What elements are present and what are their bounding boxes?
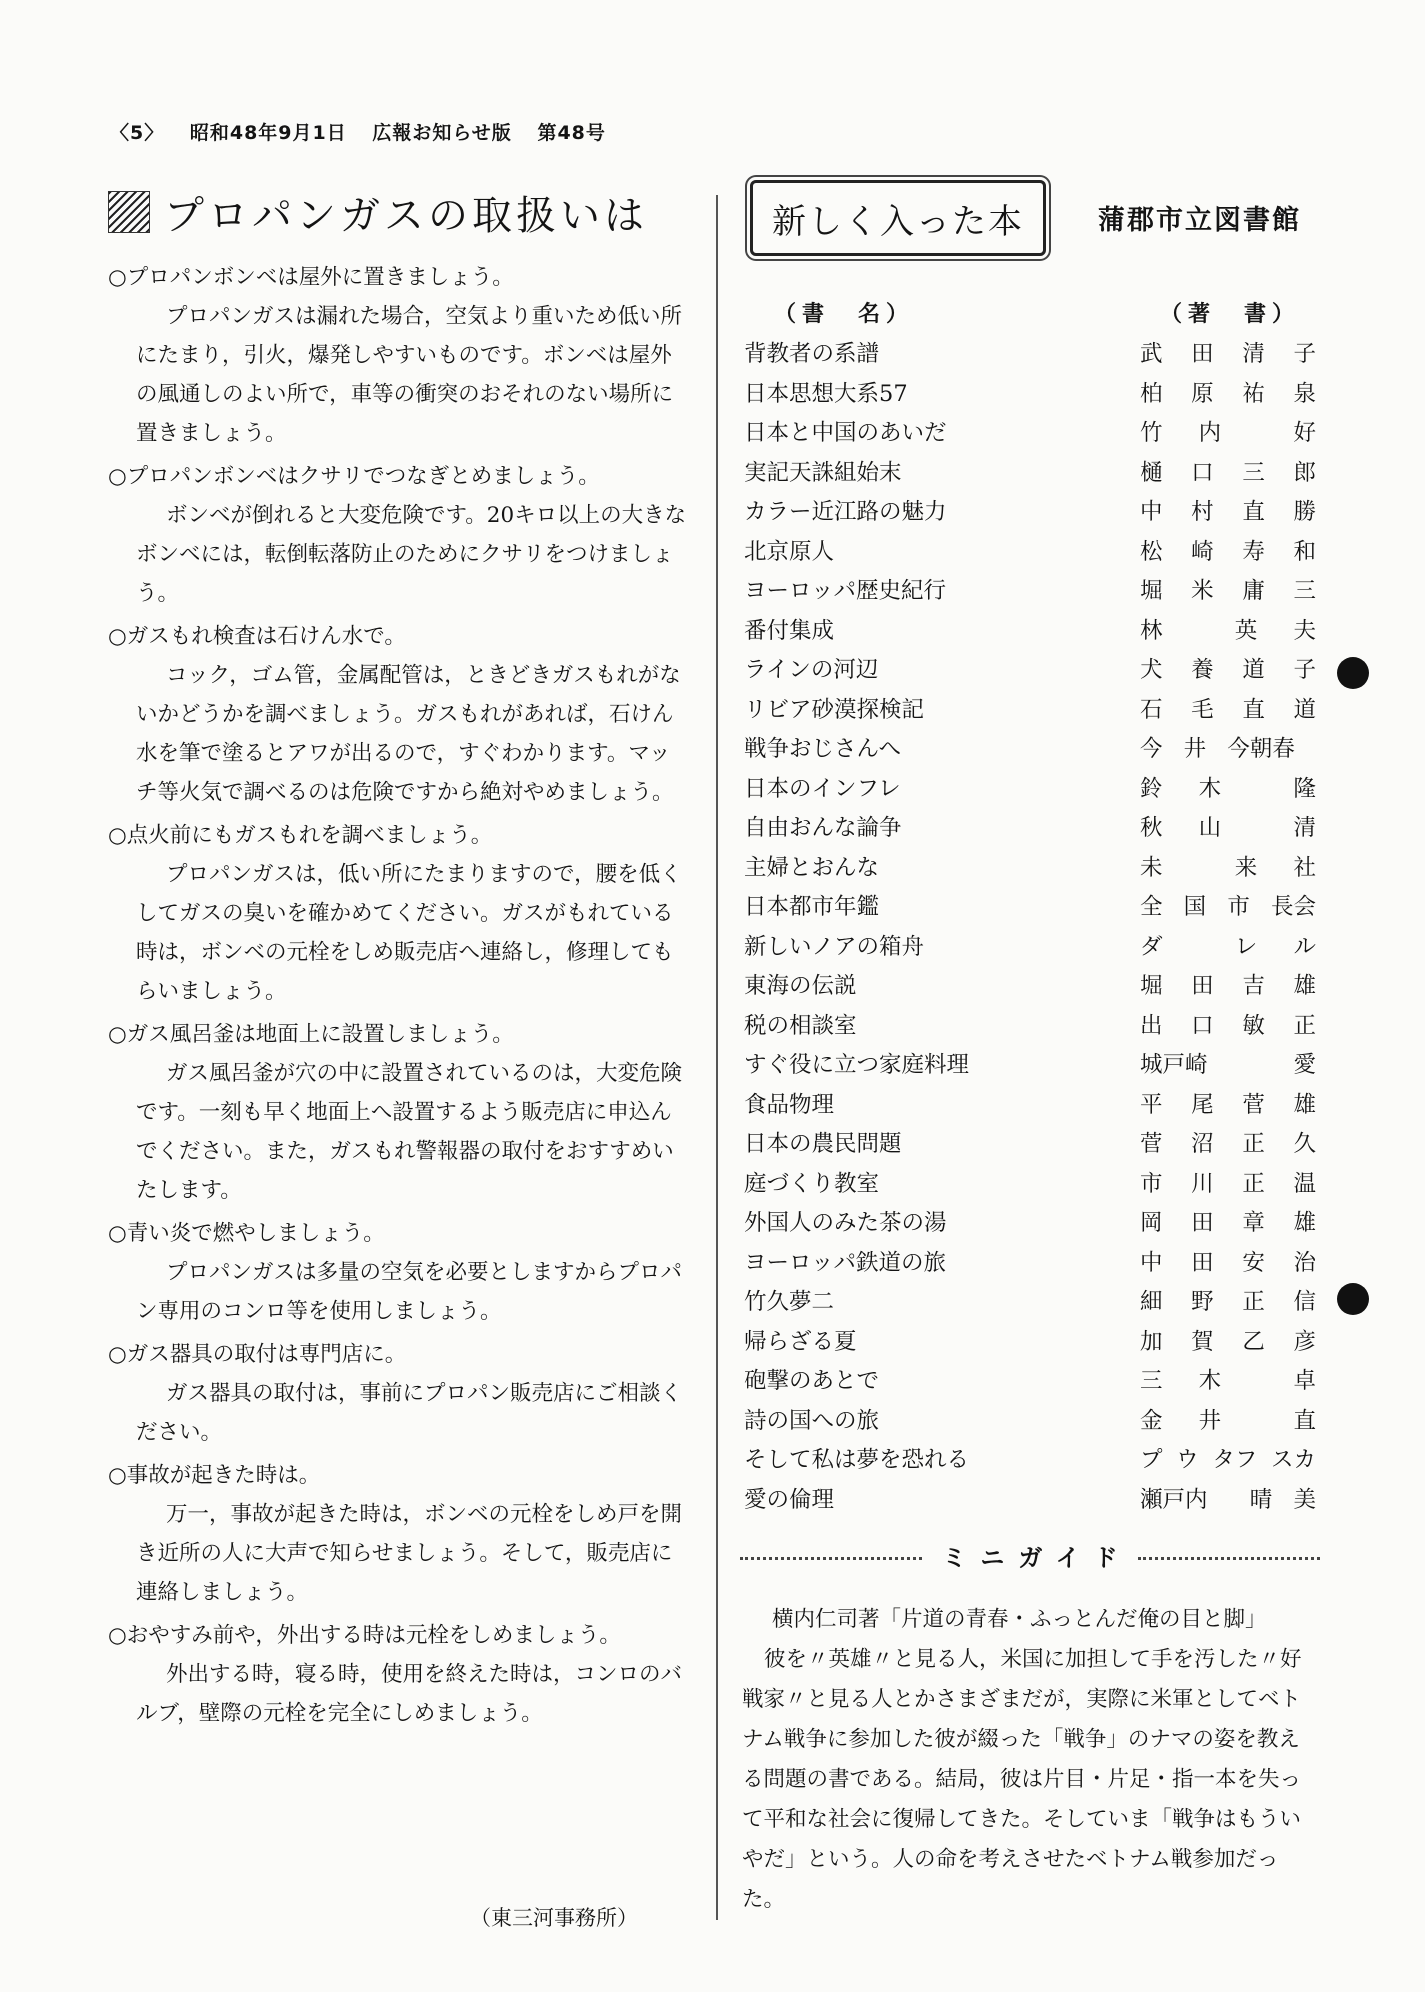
book-title: 砲撃のあとで: [744, 1368, 880, 1394]
author-char: 樋: [1140, 459, 1163, 486]
book-author: [1140, 651, 1316, 691]
author-char: 和: [1293, 538, 1316, 565]
book-title: リビア砂漠探検記: [744, 696, 925, 723]
book-author: [1140, 493, 1316, 533]
author-char: 毛: [1191, 696, 1214, 723]
book-author: [1140, 1204, 1316, 1244]
item-heading: ○プロパンボンベはクサリでつなぎとめましょう。: [108, 464, 600, 489]
item-body: ボンベが倒れると大変危険です。20キロ以上の大きなボンベには，転倒転落防止のためにクサリをつけましょう。: [136, 503, 687, 606]
author-char: スカ: [1270, 1447, 1316, 1473]
item-heading: ○プロパンボンベは屋外に置きましょう。: [108, 265, 514, 290]
author-char: 直: [1242, 696, 1265, 723]
author-char: 市: [1140, 1170, 1163, 1197]
author-char: 愛: [1293, 1052, 1316, 1078]
book-row: [740, 967, 1320, 1007]
author-char: ウ: [1176, 1447, 1199, 1473]
item-body: ガス器具の取付は，事前にプロパン販売店にご相談ください。: [136, 1381, 683, 1445]
book-author: [1140, 1441, 1316, 1481]
book-row: [740, 533, 1320, 573]
author-char: 正: [1242, 1131, 1265, 1157]
author-char: 田: [1191, 341, 1214, 367]
book-title: ラインの河辺: [744, 657, 879, 683]
hatch-mark-icon: [108, 191, 150, 233]
safety-items: [108, 258, 690, 1733]
book-title: 庭づくり教室: [744, 1170, 880, 1197]
author-char: 出: [1140, 1012, 1163, 1039]
book-title: 税の相談室: [744, 1012, 857, 1039]
author-char: 道: [1293, 696, 1316, 723]
book-author: [1140, 1125, 1316, 1165]
item-heading: ○事故が起きた時は。: [108, 1463, 321, 1488]
author-char: 平: [1140, 1091, 1163, 1118]
author-char: 瀬戸内: [1140, 1486, 1208, 1513]
book-title: 戦争おじさんへ: [744, 736, 902, 762]
author-char: 竹: [1140, 420, 1163, 446]
book-row: [740, 1046, 1320, 1086]
author-char: 美: [1293, 1486, 1316, 1513]
book-row: [740, 1362, 1320, 1402]
book-author: [1140, 1086, 1316, 1126]
propane-article: [108, 180, 690, 1737]
book-author: [1140, 1244, 1316, 1284]
author-char: 久: [1293, 1131, 1316, 1157]
author-char: 正: [1242, 1170, 1265, 1197]
author-char: 井: [1183, 736, 1207, 762]
author-char: 村: [1191, 499, 1214, 525]
book-row: [740, 809, 1320, 849]
author-char: プ: [1140, 1447, 1163, 1473]
book-author: [1140, 849, 1316, 889]
book-author: [1140, 1323, 1316, 1363]
book-author: [1140, 1481, 1316, 1521]
author-char: 加: [1140, 1328, 1163, 1355]
book-title: ヨーロッパ鉄道の旅: [744, 1249, 947, 1276]
book-title: 日本のインフレ: [744, 775, 901, 802]
book-title: 自由おんな論争: [744, 815, 902, 841]
book-row: [740, 770, 1320, 810]
book-title: ヨーロッパ歴史紀行: [744, 578, 947, 604]
book-author: [1140, 1165, 1316, 1205]
item-body: 万一，事故が起きた時は，ボンベの元栓をしめ戸を開き近所の人に大声で知らせましょう。そして，販売店に連絡しましょう。: [136, 1502, 683, 1605]
author-char: 英: [1234, 617, 1258, 644]
article-title-row: [108, 180, 690, 244]
book-title: 背教者の系譜: [744, 341, 880, 367]
author-char: 雄: [1293, 973, 1316, 999]
book-row: [740, 849, 1320, 889]
book-row: [740, 493, 1320, 533]
binding-hole-mark: [1337, 657, 1369, 689]
book-row: [740, 1204, 1320, 1244]
book-row: [740, 414, 1320, 454]
book-title: 帰らざる夏: [744, 1328, 857, 1355]
author-char: 木: [1198, 1368, 1222, 1394]
author-char: 直: [1242, 499, 1265, 525]
author-char: 三: [1140, 1368, 1163, 1394]
item-heading: ○点火前にもガスもれを調べましょう。: [108, 823, 493, 848]
author-char: 全: [1140, 894, 1163, 920]
item-heading: ○ガス器具の取付は専門店に。: [108, 1342, 407, 1367]
author-char: 泉: [1293, 380, 1316, 407]
book-author: [1140, 928, 1316, 968]
author-char: 正: [1242, 1289, 1265, 1315]
book-row: [740, 572, 1320, 612]
author-char: 岡: [1140, 1210, 1163, 1236]
book-row: [740, 888, 1320, 928]
author-char: 今: [1140, 736, 1163, 762]
author-char: 隆: [1293, 775, 1316, 802]
column-header-title: （書 名）: [774, 301, 915, 327]
book-row: [740, 651, 1320, 691]
author-char: 細: [1140, 1289, 1163, 1315]
book-row: [740, 375, 1320, 415]
book-row: [740, 1283, 1320, 1323]
item-heading: ○ガスもれ検査は石けん水で。: [108, 624, 406, 649]
book-row: [740, 1481, 1320, 1521]
author-char: 口: [1191, 459, 1214, 486]
author-char: 鈴: [1140, 775, 1163, 802]
author-char: ダ: [1140, 933, 1163, 960]
author-char: 未: [1140, 854, 1163, 881]
book-title: 外国人のみた茶の湯: [744, 1210, 947, 1236]
book-author: [1140, 1402, 1316, 1442]
author-char: 治: [1293, 1249, 1316, 1276]
book-row: [740, 1323, 1320, 1363]
book-row: [740, 1244, 1320, 1284]
author-char: 田: [1191, 1210, 1214, 1236]
author-char: 秋: [1140, 815, 1163, 841]
author-char: 田: [1191, 973, 1214, 999]
author-char: 雄: [1293, 1091, 1316, 1118]
author-char: 寿: [1242, 538, 1265, 565]
column-divider: [716, 195, 718, 1920]
book-row: [740, 454, 1320, 494]
book-row: [740, 1441, 1320, 1481]
author-char: 好: [1293, 420, 1316, 446]
book-author: [1140, 967, 1316, 1007]
author-char: 養: [1191, 657, 1214, 683]
dotted-rule: [1138, 1557, 1320, 1560]
author-char: 賀: [1191, 1328, 1214, 1355]
book-title: 実記天誅組始末: [744, 459, 902, 486]
author-char: 吉: [1242, 973, 1265, 999]
item-body: コック，ゴム管，金属配管は，ときどきガスもれがないかどうかを調べましょう。ガスもれがあれば，石けん水を筆で塗るとアワが出るので，すぐわかります。マッチ等火気で調べるのは危険ですから絶対やめましょう。: [136, 663, 681, 805]
book-author: [1140, 572, 1316, 612]
author-char: 章: [1242, 1210, 1265, 1236]
book-row: [740, 335, 1320, 375]
author-char: ル: [1293, 933, 1316, 960]
book-author: [1140, 770, 1316, 810]
author-char: 山: [1198, 815, 1222, 841]
book-row: [740, 612, 1320, 652]
author-char: 乙: [1242, 1328, 1265, 1355]
author-char: 道: [1242, 657, 1265, 683]
book-author: [1140, 1007, 1316, 1047]
author-char: 川: [1191, 1170, 1214, 1197]
author-char: 原: [1191, 380, 1214, 407]
item-heading: ○おやすみ前や，外出する時は元栓をしめましょう。: [108, 1623, 621, 1648]
author-char: 金: [1140, 1407, 1163, 1434]
author-char: 敏: [1242, 1012, 1265, 1039]
library-name: 蒲郡市立図書館: [1098, 205, 1301, 236]
item-body: 外出する時，寝る時，使用を終えた時は，コンロのバルブ，壁際の元栓を完全にしめましょう。: [136, 1662, 683, 1726]
item-body: ガス風呂釜が穴の中に設置されているのは，大変危険です。一刻も早く地面上へ設置するよう販売店に申込んでください。また，ガスもれ警報器の取付をおすすめいたします。: [136, 1061, 683, 1203]
article-title: プロパンガスの取扱いは: [164, 192, 648, 239]
issue-number: 第48号: [537, 122, 606, 144]
new-books-title: 新しく入った本: [772, 201, 1024, 242]
author-char: 国: [1183, 894, 1207, 920]
book-title: 詩の国への旅: [744, 1407, 880, 1434]
author-char: 庸: [1242, 578, 1265, 604]
book-list: [740, 335, 1320, 1520]
book-title: 日本と中国のあいだ: [744, 420, 947, 446]
author-char: 菅: [1140, 1131, 1163, 1157]
author-char: 市: [1227, 894, 1250, 920]
author-char: 井: [1198, 1407, 1222, 1434]
book-author: [1140, 1283, 1316, 1323]
book-author: [1140, 454, 1316, 494]
mini-guide-label: ミニガイド: [942, 1544, 1132, 1572]
edition-name: 広報お知らせ版: [372, 122, 512, 144]
book-title: カラー近江路の魅力: [744, 499, 947, 525]
author-char: 石: [1140, 696, 1163, 723]
book-row: [740, 1086, 1320, 1126]
book-title: 東海の伝説: [744, 973, 857, 999]
book-author: [1140, 888, 1316, 928]
book-author: [1140, 375, 1316, 415]
author-char: 勝: [1293, 499, 1316, 525]
book-author: [1140, 809, 1316, 849]
book-title: 主婦とおんな: [744, 854, 880, 881]
guide-body: 彼を〃英雄〃と見る人，米国に加担して手を汚した〃好戦家〃と見る人とかさまざまだが，実際に米軍としてベトナム戦争に参加した彼が綴った「戦争」のナマの姿を教える問題の書である。結局，彼は片目・片足・指一本を失って平和な社会に復帰してきた。そしていま「戦争はもういやだ」という。人の命を考えさせたベトナム戦参加だった。: [742, 1647, 1302, 1912]
author-char: 尾: [1191, 1091, 1214, 1118]
dotted-rule: [740, 1557, 922, 1560]
author-char: 郎: [1293, 459, 1316, 486]
author-char: 安: [1242, 1249, 1265, 1276]
book-title: そして私は夢を恐れる: [744, 1447, 970, 1473]
book-title: すぐ役に立つ家庭料理: [744, 1052, 970, 1078]
book-author: [1140, 1362, 1316, 1402]
book-title: 日本思想大系57: [744, 380, 908, 407]
book-author: [1140, 1046, 1316, 1086]
author-char: レ: [1234, 933, 1258, 960]
new-books-title-box: [750, 180, 1046, 256]
author-char: 晴: [1249, 1486, 1273, 1513]
author-char: 松: [1140, 538, 1163, 565]
book-author: [1140, 533, 1316, 573]
author-char: 雄: [1293, 1210, 1316, 1236]
article-credit: （東三河事務所）: [470, 1906, 638, 1930]
author-char: 長会: [1270, 894, 1316, 920]
author-char: 清: [1293, 815, 1316, 841]
book-title: 番付集成: [744, 617, 835, 644]
author-char: 夫: [1293, 617, 1316, 644]
author-char: 田: [1191, 1249, 1214, 1276]
author-char: 野: [1191, 1289, 1214, 1315]
author-char: 木: [1198, 775, 1222, 802]
author-char: 祐: [1242, 380, 1265, 407]
author-char: 堀: [1140, 578, 1163, 604]
book-title: 愛の倫理: [744, 1486, 835, 1513]
book-title: 日本の農民問題: [744, 1131, 902, 1157]
author-char: 信: [1293, 1289, 1316, 1315]
author-char: 卓: [1293, 1368, 1316, 1394]
book-row: [740, 928, 1320, 968]
item-body: プロパンガスは漏れた場合，空気より重いため低い所にたまり，引火，爆発しやすいものです。ボンベは屋外の風通しのよい所で，車等の衝突のおそれのない場所に置きましょう。: [136, 304, 683, 446]
book-author: [1140, 612, 1316, 652]
column-header-author: （著 書）: [1160, 301, 1301, 327]
author-char: 今朝春: [1227, 736, 1295, 762]
mini-guide-text: [742, 1600, 1312, 1920]
guide-book-title: 横内仁司著「片道の青春・ふっとんだ俺の目と脚」: [772, 1607, 1267, 1632]
author-char: 直: [1293, 1407, 1316, 1434]
book-title: 日本都市年鑑: [744, 894, 880, 920]
author-char: 菅: [1242, 1091, 1265, 1118]
author-char: 温: [1293, 1170, 1316, 1197]
book-title: 北京原人: [744, 538, 835, 565]
page-header: [110, 118, 624, 145]
author-char: 米: [1191, 578, 1214, 604]
item-body: プロパンガスは多量の空気を必要としますからプロパン専用のコンロ等を使用しましょう。: [136, 1260, 683, 1324]
book-row: [740, 691, 1320, 731]
author-char: 柏: [1140, 380, 1163, 407]
book-title: 竹久夢二: [744, 1289, 835, 1315]
item-heading: ○ガス風呂釜は地面上に設置しましょう。: [108, 1022, 514, 1047]
author-char: 社: [1293, 854, 1316, 881]
book-row: [740, 1007, 1320, 1047]
author-char: 子: [1293, 657, 1316, 683]
mini-guide-heading: [740, 1538, 1320, 1573]
item-heading: ○青い炎で燃やしましょう。: [108, 1221, 385, 1246]
author-char: 武: [1140, 341, 1163, 367]
author-char: 中: [1140, 1249, 1163, 1276]
author-char: 彦: [1293, 1328, 1316, 1355]
author-char: 三: [1293, 578, 1316, 604]
author-char: 中: [1140, 499, 1163, 525]
author-char: 沼: [1191, 1131, 1214, 1157]
item-body: プロパンガスは，低い所にたまりますので，腰を低くしてガスの臭いを確かめてください。ガスがもれている時は，ボンベの元栓をしめ販売店へ連絡し，修理してもらいましょう。: [136, 862, 682, 1004]
author-char: タフ: [1212, 1447, 1258, 1473]
author-char: 来: [1234, 854, 1258, 881]
binding-hole-mark: [1337, 1283, 1369, 1315]
book-title: 新しいノアの箱舟: [744, 933, 925, 960]
author-char: 子: [1293, 341, 1316, 367]
author-char: 内: [1198, 420, 1222, 446]
book-author: [1140, 335, 1316, 375]
author-char: 三: [1242, 459, 1265, 486]
issue-date: 昭和48年9月1日: [189, 122, 347, 144]
book-author: [1140, 691, 1316, 731]
author-char: 清: [1242, 341, 1265, 367]
book-row: [740, 730, 1320, 770]
book-author: [1140, 414, 1316, 454]
book-author: [1140, 730, 1316, 770]
book-row: [740, 1165, 1320, 1205]
author-char: 正: [1293, 1012, 1316, 1039]
author-char: 口: [1191, 1012, 1214, 1039]
author-char: 堀: [1140, 973, 1163, 999]
book-row: [740, 1402, 1320, 1442]
book-title: 食品物理: [744, 1091, 835, 1118]
author-char: 崎: [1191, 538, 1214, 565]
author-char: 城戸崎: [1140, 1052, 1208, 1078]
page-number: 〈5〉: [110, 122, 165, 144]
author-char: 犬: [1140, 657, 1163, 683]
author-char: 林: [1140, 617, 1163, 644]
book-row: [740, 1125, 1320, 1165]
